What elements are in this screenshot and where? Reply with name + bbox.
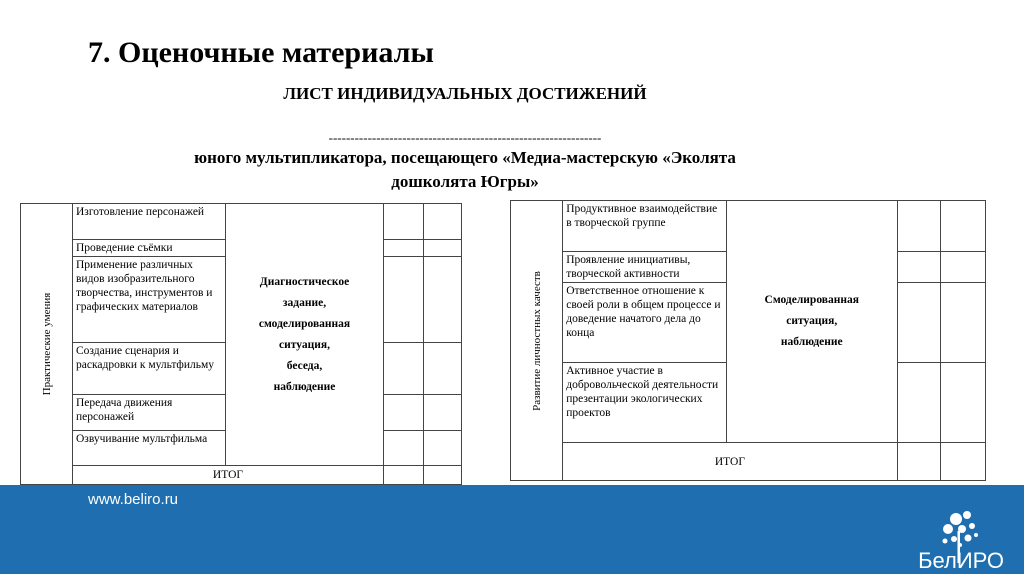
method-line: задание, [282,296,327,309]
category-cell [511,201,563,481]
method-line: ситуация, [786,315,838,327]
score-cell [424,466,462,485]
practical-skills-table [20,203,462,485]
logo-text: БелИРО [918,548,1004,573]
criteria-cell: Создание сценария и раскадровки к мультфильму [73,343,226,395]
score-cell [424,395,462,431]
criteria-cell: Передача движения персонажей [73,395,226,431]
method-line: наблюдение [273,380,336,393]
criteria-cell: Проявление инициативы, творческой активности [563,252,727,283]
score-cell [897,252,940,283]
total-label: ИТОГ [563,443,897,481]
score-cell [424,204,462,240]
category-label: Развитие личностных качеств [530,270,543,411]
method-line: смоделированная [258,317,351,330]
score-cell [940,201,985,252]
score-cell [940,283,985,363]
method-cell [226,204,384,466]
score-cell [384,466,424,485]
method-cell [726,201,897,443]
score-cell [897,443,940,481]
method-line: ситуация, [279,338,330,351]
category-label: Практические умения [40,292,53,396]
score-cell [384,257,424,343]
criteria-cell: Проведение съёмки [73,240,226,257]
score-cell [940,443,985,481]
personal-qualities-table [510,200,986,481]
score-cell [384,343,424,395]
score-cell [384,431,424,466]
document-subtitle-line1: юного мультипликатора, посещающего «Медиа-мастерскую «Эколята [194,148,736,167]
method-line: Смоделированная [764,294,859,306]
criteria-cell: Ответственное отношение к своей роли в общем процессе и доведение начатого дела до конца [563,283,727,363]
method-line: Диагностическое [259,275,350,288]
document-subtitle-line2: дошколята Югры» [391,172,539,191]
criteria-cell: Изготовление персонажей [73,204,226,240]
score-cell [897,283,940,363]
score-cell [940,363,985,443]
slide-title: 7. Оценочные материалы [88,36,434,69]
footer-url[interactable]: www.beliro.ru [88,491,179,508]
footer-band [0,485,1024,574]
criteria-cell: Озвучивание мультфильма [73,431,226,466]
score-cell [897,201,940,252]
score-cell [424,240,462,257]
criteria-cell: Применение различных видов изобразительного творчества, инструментов и графических материалов [73,257,226,343]
score-cell [384,395,424,431]
criteria-cell: Активное участие в добровольческой деятельности презентации экологических проектов [563,363,727,443]
total-label: ИТОГ [73,466,384,485]
method-line: беседа, [286,359,323,372]
score-cell [384,204,424,240]
score-cell [897,363,940,443]
method-line: наблюдение [780,336,843,348]
score-cell [384,240,424,257]
document-title: ЛИСТ ИНДИВИДУАЛЬНЫХ ДОСТИЖЕНИЙ [283,84,647,103]
category-cell [21,204,73,485]
score-cell [940,252,985,283]
criteria-cell: Продуктивное взаимодействие в творческой группе [563,201,727,252]
document-blank-line: --------------------------------------------------------------- [328,130,602,145]
score-cell [424,257,462,343]
score-cell [424,431,462,466]
score-cell [424,343,462,395]
